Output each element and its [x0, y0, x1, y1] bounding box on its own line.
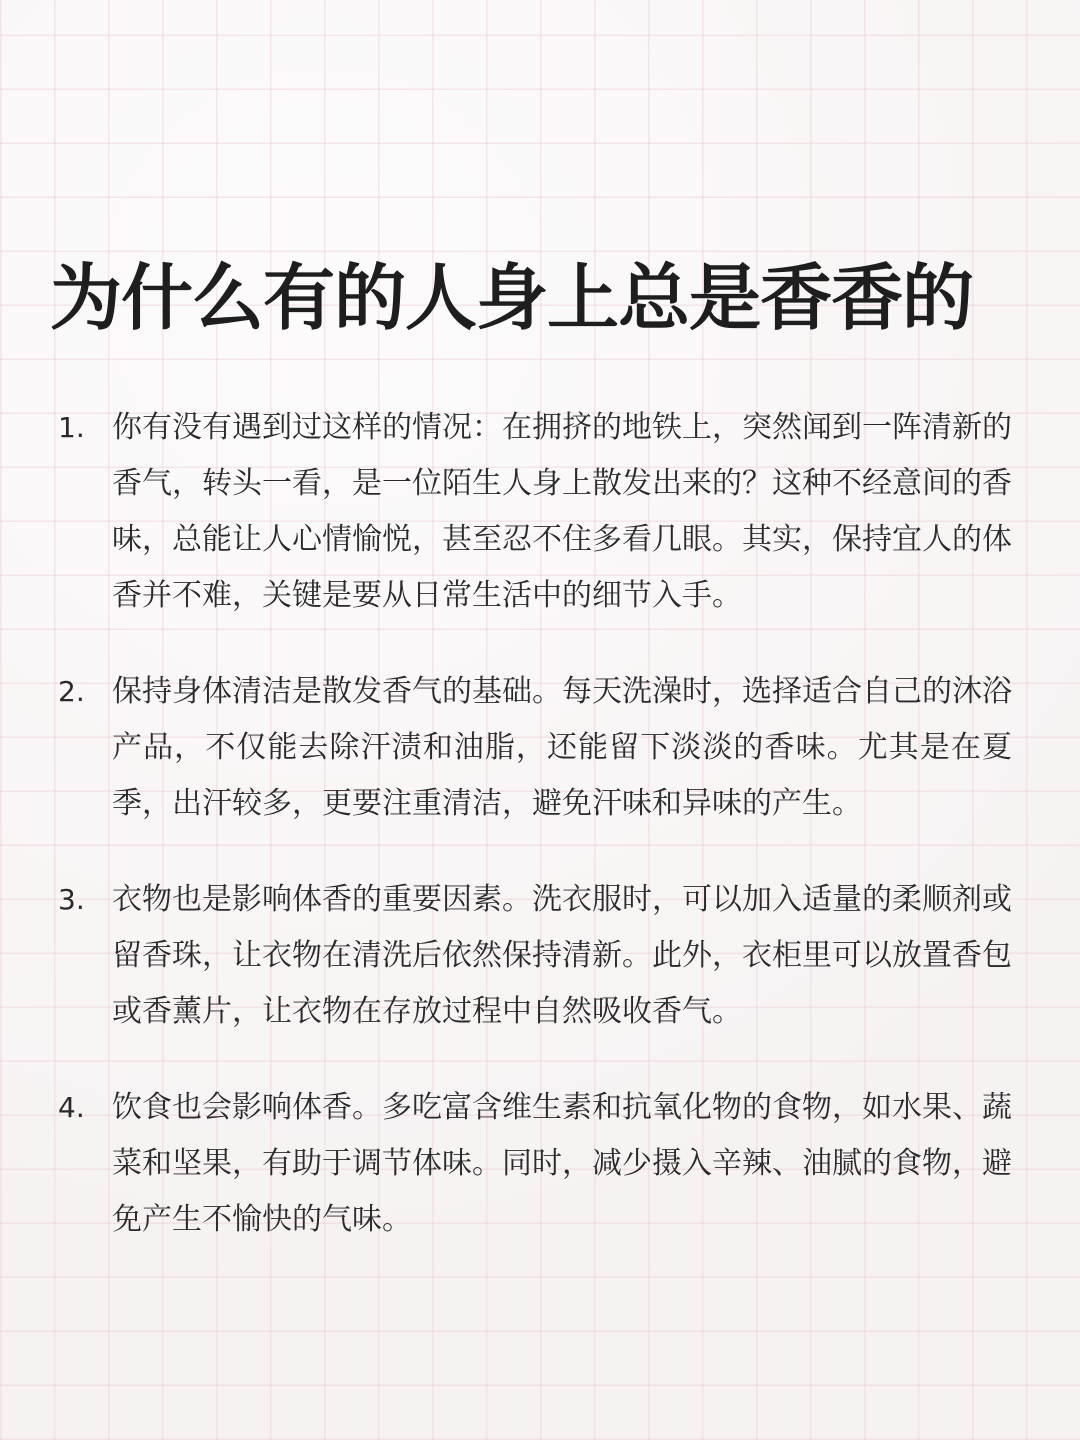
list-item-number: 4. — [58, 1091, 85, 1124]
list-item — [58, 1080, 1018, 1248]
page-title: 为什么有的人身上总是香香的 — [50, 256, 974, 340]
list-item — [58, 400, 1018, 624]
list-item — [58, 664, 1018, 832]
list-item-text: 衣物也是影响体香的重要因素。洗衣服时，可以加入适量的柔顺剂或留香珠，让衣物在清洗后依然保持清新。此外，衣柜里可以放置香包或香薰片，让衣物在存放过程中自然吸收香气。 — [112, 882, 1012, 1029]
list-item-text: 你有没有遇到过这样的情况：在拥挤的地铁上，突然闻到一阵清新的香气，转头一看，是一位陌生人身上散发出来的？这种不经意间的香味，总能让人心情愉悦，甚至忍不住多看几眼。其实，保持宜人的体香并不难，关键是要从日常生活中的细节入手。 — [112, 410, 1012, 613]
list-item — [58, 872, 1018, 1040]
list-item-number: 2. — [58, 675, 85, 708]
list-item-text: 饮食也会影响体香。多吃富含维生素和抗氧化物的食物，如水果、蔬菜和坚果，有助于调节体味。同时，减少摄入辛辣、油腻的食物，避免产生不愉快的气味。 — [112, 1090, 1012, 1237]
tips-list — [58, 400, 1018, 1288]
list-item-number: 1. — [58, 411, 85, 444]
list-item-text: 保持身体清洁是散发香气的基础。每天洗澡时，选择适合自己的沐浴产品，不仅能去除汗渍和油脂，还能留下淡淡的香味。尤其是在夏季，出汗较多，更要注重清洁，避免汗味和异味的产生。 — [112, 674, 1012, 821]
list-item-number: 3. — [58, 883, 85, 916]
